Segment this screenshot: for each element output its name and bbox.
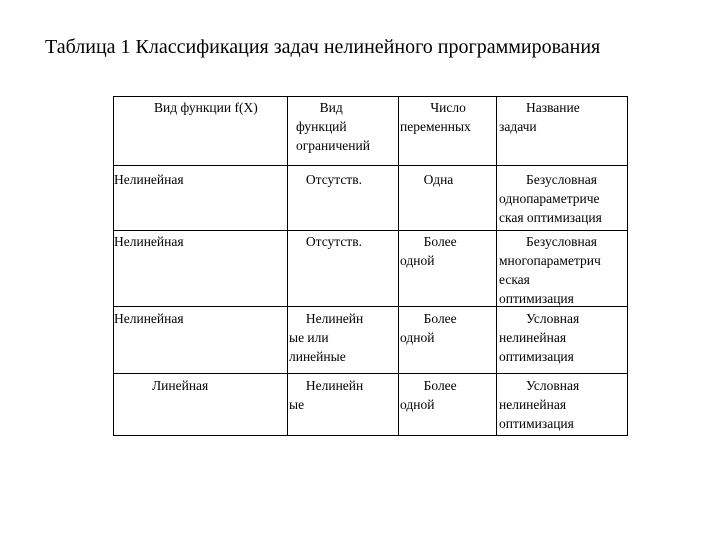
header-problem-name: Название задачи [499, 100, 580, 134]
table-row-1-var-count: Одна [400, 172, 454, 187]
table-row-1-func-type: Нелинейная [114, 172, 184, 187]
table-row-3-var-count: Более одной [400, 311, 457, 345]
table-row-4-var-count: Более одной [400, 378, 457, 412]
table-row-2-constraint-type: Отсутств. [289, 234, 362, 249]
table-row-4-constraint-type: Нелинейн ые [289, 378, 364, 412]
table-row-1-constraint-type: Отсутств. [289, 172, 362, 187]
row-divider [114, 373, 627, 374]
column-divider [496, 97, 497, 435]
table-row-1-problem-name: Безусловная однопараметриче ская оптимизация [499, 172, 602, 225]
table-row-3-problem-name: Условная нелинейная оптимизация [499, 311, 580, 364]
table-row-3-func-type: Нелинейная [114, 311, 184, 326]
page-title: Таблица 1 Классификация задач нелинейного программирования [45, 36, 601, 58]
classification-table [113, 96, 628, 436]
header-var-count: Число переменных [400, 100, 471, 134]
column-divider [398, 97, 399, 435]
table-row-2-func-type: Нелинейная [114, 234, 184, 249]
table-row-4-problem-name: Условная нелинейная оптимизация [499, 378, 580, 431]
header-constraint-type: Вид функций ограничений [296, 100, 370, 153]
column-divider [287, 97, 288, 435]
table-row-3-constraint-type: Нелинейн ые или линейные [289, 311, 364, 364]
table-row-2-problem-name: Безусловная многопараметрич еская оптимизация [499, 234, 601, 306]
table-row-2-var-count: Более одной [400, 234, 457, 268]
row-divider [114, 230, 627, 231]
row-divider [114, 165, 627, 166]
header-func-type: Вид функции f(X) [154, 100, 258, 115]
table-row-4-func-type: Линейная [152, 378, 209, 393]
